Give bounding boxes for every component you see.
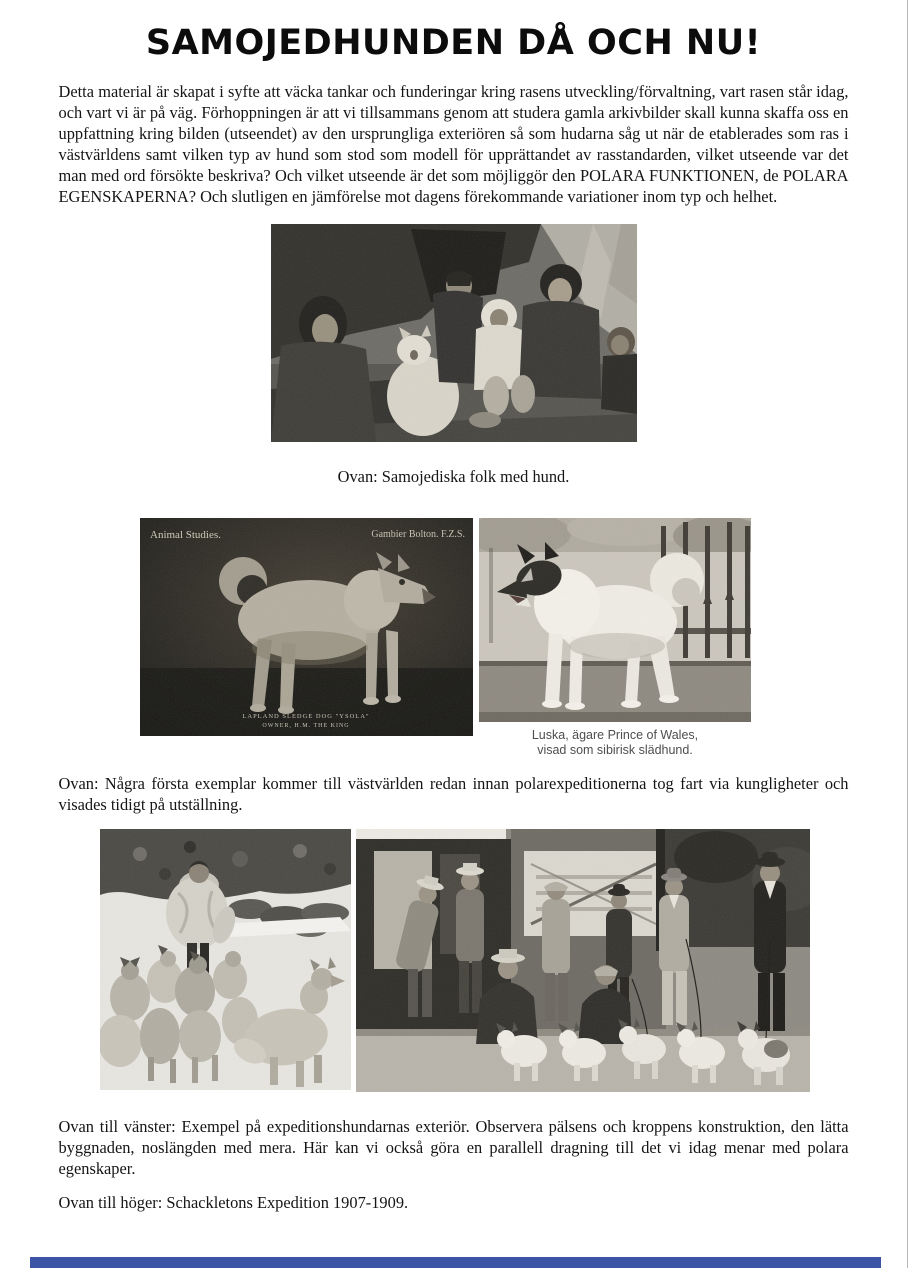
postcard-studio-label: Animal Studies. <box>150 529 221 542</box>
caption-luska-line2: visad som sibirisk slädhund. <box>537 743 693 758</box>
photo-shackleton-expedition <box>356 829 810 1092</box>
page-title: SAMOJEDHUNDEN DÅ OCH NU! <box>145 23 762 63</box>
footer-bar <box>30 1257 881 1268</box>
caption-luska-line1: Luska, ägare Prince of Wales, <box>531 728 699 743</box>
paragraph-right-photo-description: Ovan till höger: Schackletons Expedition 1907-1909. <box>58 1193 409 1213</box>
paragraph-left-photo-description: Ovan till vänster: Exempel på expeditionshundarnas exteriör. Observera pälsens och kroppens konstruktion, den lätta byggnaden, noslängden med mera. Här kan vi också göra en parallell dragning till det vi idag menar med polara egenskaper. <box>58 1117 849 1179</box>
postcard-photographer-label: Gambier Bolton. F.Z.S. <box>371 529 465 541</box>
postcard-luska-block <box>479 518 751 758</box>
postcard-plate-line1: LAPLAND SLEDGE DOG "YSOLA" <box>242 713 370 721</box>
photo-expedition-dog-pack <box>100 829 351 1090</box>
photo-samoyed-family <box>271 224 637 442</box>
photo-postcard-luska <box>479 518 751 722</box>
postcard-row <box>140 518 907 758</box>
caption-samoyed-family: Ovan: Samojediska folk med hund. <box>337 467 570 487</box>
expedition-row <box>100 829 907 1092</box>
photo-postcard-lapland-dog <box>140 518 473 736</box>
postcard-plate-line2: OWNER, H.M. THE KING <box>262 723 350 730</box>
caption-luska <box>479 728 751 758</box>
paragraph-royal-imports: Ovan: Några första exemplar kommer till västvärlden redan innan polarexpeditionerna tog fart via kungligheter och visades tidigt på utställning. <box>58 774 849 815</box>
intro-paragraph: Detta material är skapat i syfte att väcka tankar och funderingar kring rasens utveckling/förvaltning, vart rasen står idag, och vart vi är på väg. Förhoppningen är att vi tillsammans genom att studera gamla arkivbilder skall kunna skaffa oss en uppfattning kring bilden (utseendet) av den ursprungliga exteriören så som hudarna såg ut när de etablerades som ras i västvärldens samt vilken typ av hund som stod som modell för upprättandet av rasstandarden, vilket utseende var det man med ord försökte beskriva? Och vilket utseende är det som möjliggör den POLARA FUNKTIONEN, de POLARA EGENSKAPERNA? Och slutligen en jämförelse mot dagens förekommande variationer inom typ och helhet. <box>58 82 849 207</box>
